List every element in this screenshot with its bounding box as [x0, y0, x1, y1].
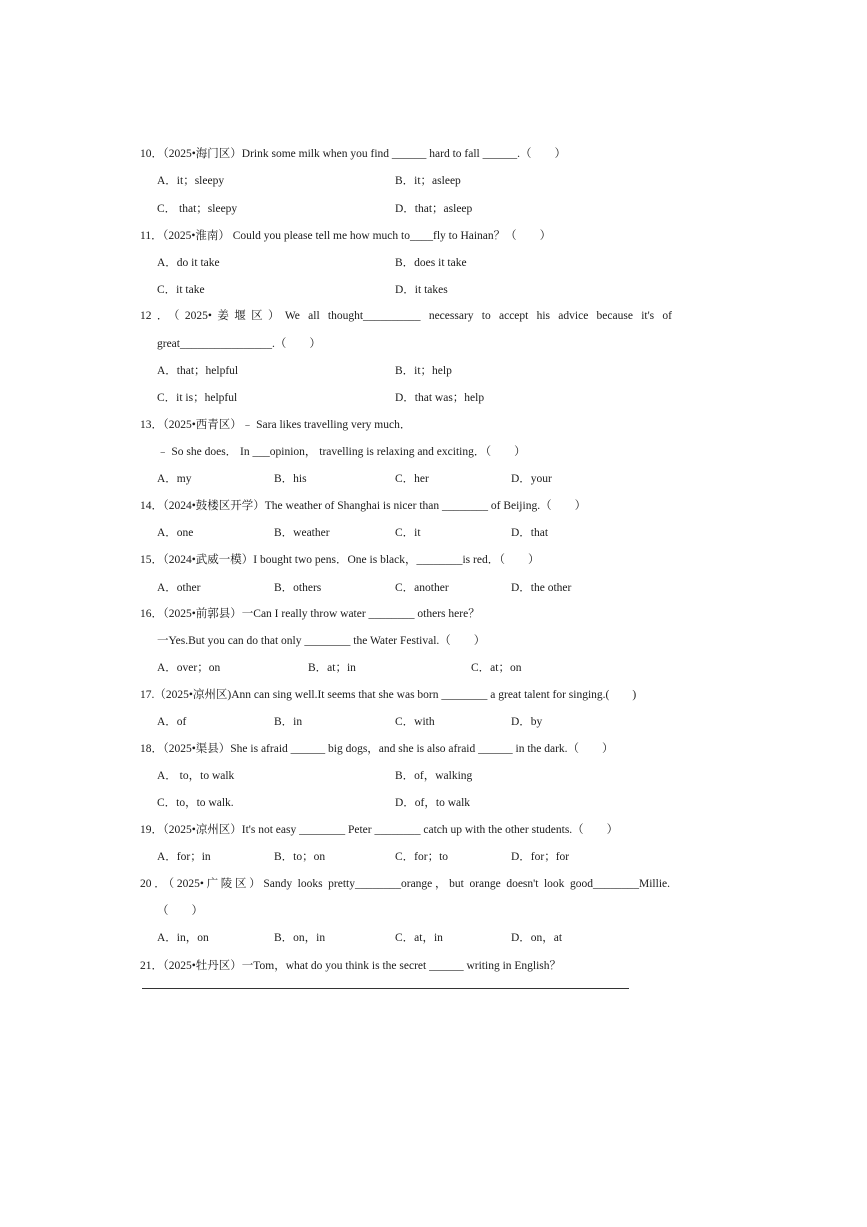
- question-18-option-d: D．of，to walk: [395, 797, 471, 809]
- question-12-option-c: C．it is；helpful: [157, 392, 238, 404]
- question-10-option-d: D．that；asleep: [395, 203, 473, 215]
- question-18-option-c: C．to，to walk.: [157, 797, 234, 809]
- question-17-option-a: A．of: [157, 716, 187, 728]
- question-13-option-d: D．your: [511, 473, 552, 485]
- question-16-stem: 16．（2025•前郭县）一Can I really throw water ________ others here？: [140, 608, 480, 620]
- question-12-option-b: B．it；help: [395, 365, 452, 377]
- question-14-option-a: A．one: [157, 527, 194, 539]
- question-20-stem-continued: （ ）: [157, 905, 203, 917]
- question-14-option-c: C．it: [395, 527, 421, 539]
- question-20-option-d: D．on，at: [511, 932, 563, 944]
- question-11-option-b: B．does it take: [395, 257, 467, 269]
- question-18-option-a: A． to，to walk: [157, 770, 235, 782]
- question-15-option-c: C．another: [395, 582, 449, 594]
- question-16-option-c: C．at；on: [471, 662, 522, 674]
- question-20-option-c: C．at，in: [395, 932, 443, 944]
- question-10-option-b: B．it；asleep: [395, 175, 461, 187]
- page-divider: [142, 988, 629, 989]
- question-15-option-b: B．others: [274, 582, 322, 594]
- question-13-option-c: C．her: [395, 473, 429, 485]
- question-15-option-d: D．the other: [511, 582, 572, 594]
- question-14-option-d: D．that: [511, 527, 549, 539]
- question-17-stem: 17.（2025•凉州区)Ann can sing well.It seems that she was born ________ a great talent for singing.( ): [140, 689, 637, 701]
- question-11-option-d: D．it takes: [395, 284, 448, 296]
- question-15-stem: 15．（2024•武威一模）I bought two pens．One is black，________is red．（ ）: [140, 554, 540, 566]
- question-17-option-b: B．in: [274, 716, 303, 728]
- question-11-option-a: A．do it take: [157, 257, 220, 269]
- question-16-option-b: B．at；in: [308, 662, 356, 674]
- question-12-option-a: A．that；helpful: [157, 365, 239, 377]
- question-16-option-a: A．over；on: [157, 662, 221, 674]
- question-14-option-b: B．weather: [274, 527, 330, 539]
- question-13-option-a: A．my: [157, 473, 192, 485]
- question-20-option-b: B．on，in: [274, 932, 326, 944]
- question-20-option-a: A．in，on: [157, 932, 209, 944]
- question-20-stem: 20．（2025•广陵区）Sandy looks pretty________orange，but orange doesn't look good________Millie.: [140, 878, 670, 890]
- question-10-stem: 10．（2025•海门区）Drink some milk when you find ______ hard to fall ______.（ ）: [140, 148, 566, 160]
- question-18-option-b: B．of，walking: [395, 770, 473, 782]
- question-14-stem: 14．（2024•鼓楼区开学）The weather of Shanghai is nicer than ________ of Beijing.（ ）: [140, 500, 587, 512]
- question-10-option-a: A．it；sleepy: [157, 175, 225, 187]
- question-21-stem: 21．（2025•牡丹区）一Tom，what do you think is the secret ______ writing in English？: [140, 960, 562, 972]
- question-10-option-c: C． that；sleepy: [157, 203, 238, 215]
- question-11-option-c: C．it take: [157, 284, 205, 296]
- question-13-stem: 13．（2025•西青区）﹣ Sara likes travelling very much．: [140, 419, 412, 431]
- question-12-stem: 12．（2025•姜堰区）We all thought__________ necessary to accept his advice because it's of: [140, 310, 672, 322]
- question-13-stem-continued: ﹣ So she does． In ___opinion， travelling is relaxing and exciting．（ ）: [157, 446, 526, 458]
- question-19-stem: 19．（2025•凉州区）It's not easy ________ Peter ________ catch up with the other students.（ ）: [140, 824, 619, 836]
- question-12-stem-continued: great________________.（ ）: [157, 338, 321, 350]
- question-13-option-b: B．his: [274, 473, 307, 485]
- question-19-option-c: C．for；to: [395, 851, 449, 863]
- question-19-option-b: B．to；on: [274, 851, 326, 863]
- question-11-stem: 11．（2025•淮南） Could you please tell me how much to____fly to Hainan？（ ）: [140, 230, 552, 242]
- question-19-option-d: D．for；for: [511, 851, 570, 863]
- question-12-option-d: D．that was；help: [395, 392, 485, 404]
- question-18-stem: 18．（2025•渠县）She is afraid ______ big dogs，and she is also afraid ______ in the dark.（ ）: [140, 743, 614, 755]
- question-17-option-d: D．by: [511, 716, 543, 728]
- question-16-stem-continued: 一Yes.But you can do that only ________ the Water Festival.（ ）: [157, 635, 486, 647]
- question-19-option-a: A．for；in: [157, 851, 211, 863]
- question-15-option-a: A．other: [157, 582, 201, 594]
- question-17-option-c: C．with: [395, 716, 435, 728]
